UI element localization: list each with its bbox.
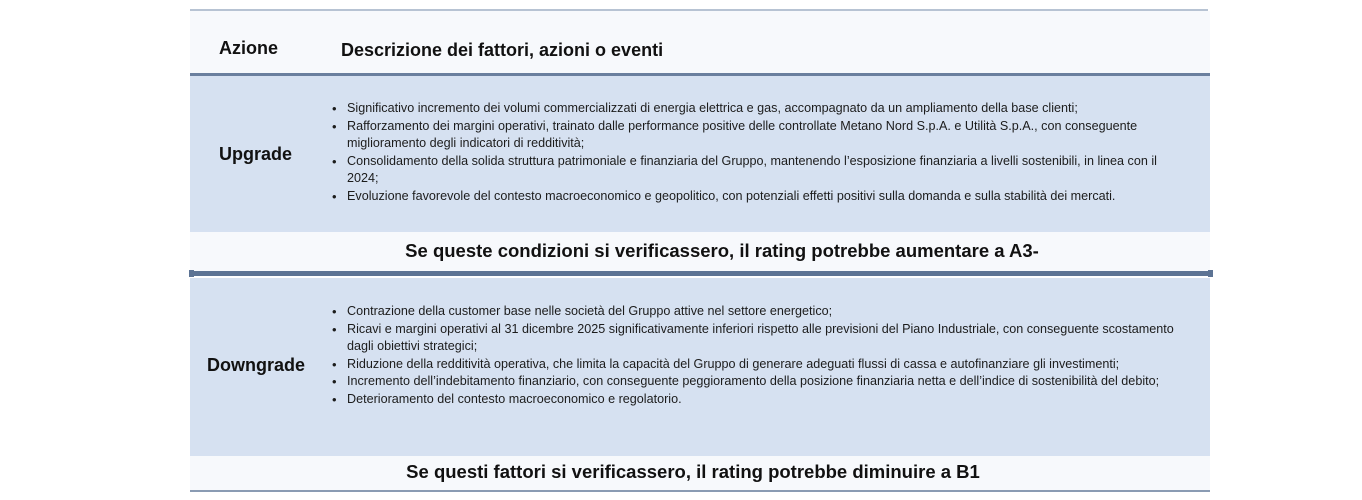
downgrade-factors-list (330, 303, 1182, 408)
section-divider (190, 271, 1212, 276)
list-item: • Significativo incremento dei volumi commercializzati di energia elettrica e gas, accompagnato da un ampliamento della base clienti; (330, 100, 1182, 118)
list-item: • Riduzione della redditività operativa, che limita la capacità del Gruppo di generare adeguati flussi di cassa e autofinanziare gli investimenti; (330, 356, 1182, 374)
upgrade-verdict: Se queste condizioni si verificassero, il rating potrebbe aumentare a A3- (405, 240, 1039, 261)
table-bottom-rule (190, 490, 1210, 492)
divider-cap-right (1208, 270, 1213, 277)
list-item: • Contrazione della customer base nelle società del Gruppo attive nel settore energetico; (330, 303, 1182, 321)
list-item: • Incremento dell’indebitamento finanziario, con conseguente peggioramento della posizione finanziaria netta e dell’indice di sostenibilità del debito; (330, 373, 1182, 391)
downgrade-label: Downgrade (207, 355, 306, 375)
list-item: • Ricavi e margini operativi al 31 dicembre 2025 significativamente inferiori rispetto alle previsioni del Piano Industriale, con conseguente scostamento dagli obiettivi strategici; (330, 321, 1182, 356)
downgrade-verdict: Se questi fattori si verificassero, il rating potrebbe diminuire a B1 (406, 461, 980, 482)
list-item: • Deterioramento del contesto macroeconomico e regolatorio. (330, 391, 1182, 409)
list-item: • Consolidamento della solida struttura patrimoniale e finanziaria del Gruppo, mantenendo l’esposizione finanziaria a livelli sostenibili, in linea con il 2024; (330, 153, 1182, 188)
upgrade-label: Upgrade (219, 144, 293, 164)
upgrade-factors-list (330, 100, 1182, 205)
divider-cap-left (189, 270, 194, 277)
list-item: • Evoluzione favorevole del contesto macroeconomico e geopolitico, con potenziali effetti positivi sulla domanda e sulla stabilità dei mercati. (330, 188, 1182, 206)
header-action-label: Azione (219, 38, 279, 58)
header-description-label: Descrizione dei fattori, azioni o eventi (341, 40, 664, 60)
list-item: • Rafforzamento dei margini operativi, trainato dalle performance positive delle controllate Metano Nord S.p.A. e Utilità S.p.A., con conseguente miglioramento degli indicatori di redditività; (330, 118, 1182, 153)
